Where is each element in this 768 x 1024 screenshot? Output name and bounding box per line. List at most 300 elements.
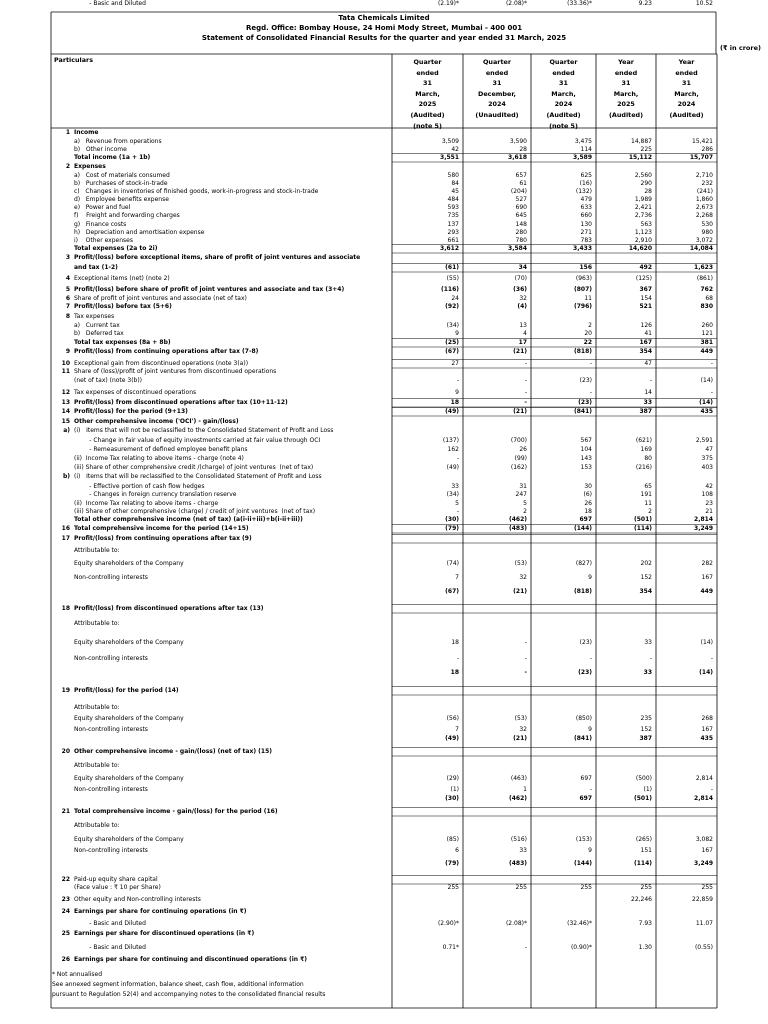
row-value-col-4: (125) [635,275,652,282]
row-value-col-4: (216) [635,464,652,471]
row-label: Non-controlling interests [74,655,148,662]
row-value-col-1: 735 [447,212,459,219]
row-value-col-5: (14) [700,377,713,384]
row-value-col-2: (462) [508,795,527,802]
row-value-col-2: (21) [513,588,527,595]
row-value-col-1: 7 [455,574,459,581]
row-label: Profit/(loss) before tax (5+6) [74,303,172,310]
row-value-col-3: (0.90)* [570,944,592,951]
row-value-col-3: (33.36)* [567,0,592,7]
table-row [0,473,768,481]
column-header-line: ended [485,68,509,77]
column-header-line: 2025 [617,100,635,109]
table-row [0,212,768,220]
column-header-line: ended [614,68,638,77]
row-value-col-1: - [456,455,459,462]
table-row [0,437,768,445]
row-label: Non-controlling interests [74,726,148,733]
table-row [0,427,768,435]
row-value-col-5: 268 [701,715,713,722]
particulars-header: Particulars [54,56,94,64]
row-value-col-2: (53) [514,560,527,567]
row-number: 2 [65,163,70,170]
row-value-col-2: (53) [514,715,527,722]
row-value-col-4: 1.30 [638,944,652,951]
table-row [0,389,768,397]
table-row [0,786,768,794]
row-label: Profit/(loss) from continuing operations after tax (9) [74,535,252,542]
table-row [0,129,768,137]
row-value-col-3: (841) [573,408,592,415]
row-value-col-2: 3,590 [509,138,527,145]
row-value-col-1: 9 [455,389,459,396]
table-row [0,418,768,426]
row-label: (ii) Income Tax relating to above items - charge [74,500,219,507]
row-value-col-3: (818) [573,588,592,595]
column-header-line: (Audited) [608,110,644,119]
row-value-col-5: - [710,360,713,367]
row-number: 11 [61,368,70,375]
row-value-col-4: 33 [643,399,652,406]
row-label: - Basic and Diluted [74,944,146,951]
table-row [0,920,768,928]
row-value-col-3: 130 [580,221,592,228]
row-value-col-2: 61 [519,180,527,187]
row-value-col-3: - [589,360,592,367]
row-value-col-3: 3,433 [573,245,592,252]
row-value-col-5: (14) [699,669,713,676]
row-value-col-2: (700) [510,437,527,444]
row-label: b) Deferred tax [74,330,124,337]
row-value-col-4: - [649,377,652,384]
row-value-col-1: 0.71* [442,944,459,951]
row-value-col-4: 2,421 [634,204,652,211]
row-number: 8 [65,313,70,320]
row-label: Total comprehensive income for the period (14+15) [74,525,249,532]
table-row [0,188,768,196]
table-row [0,735,768,743]
row-value-col-5: 3,249 [694,525,713,532]
row-value-col-5: 167 [701,574,713,581]
row-label: c) Changes in inventories of finished goods, work-in-progress and stock-in-trade [74,188,319,195]
row-value-col-3: (807) [573,286,592,293]
table-row [0,455,768,463]
row-value-col-4: 354 [639,588,652,595]
row-value-col-1: (137) [442,437,459,444]
row-value-col-4: 22,246 [631,896,652,903]
row-label: (net of tax) (note 3(b)) [74,377,143,384]
row-value-col-5: 1,860 [695,196,713,203]
table-row [0,254,768,262]
row-value-col-3: (144) [573,860,592,867]
table-row [0,180,768,188]
row-label: a) Cost of materials consumed [74,172,170,179]
row-value-col-5: 108 [701,491,713,498]
column-header-line: Quarter [483,58,511,66]
row-value-col-5: 42 [705,483,713,490]
row-label: Exceptional gain from discontinued operations (note 3(a)) [74,360,249,367]
row-value-col-1: (1) [450,786,459,793]
row-value-col-2: (36) [513,286,527,293]
row-label: - Basic and Diluted [74,920,146,927]
column-header-line: 2024 [554,100,573,109]
table-row [0,339,768,347]
row-value-col-1: (30) [445,516,459,523]
row-value-col-1: 45 [451,188,459,195]
row-label: - Basic and Diluted [74,0,146,7]
row-value-col-4: 367 [639,286,652,293]
row-value-col-3: 9 [588,847,592,854]
row-value-col-3: 660 [580,212,592,219]
row-value-col-1: (49) [445,408,459,415]
row-value-col-5: 830 [700,303,713,310]
column-header-2 [463,57,531,121]
row-number: a) [63,427,70,434]
row-number: 14 [61,408,70,415]
table-row [0,944,768,952]
row-number: b) [62,473,70,480]
row-value-col-1: 18 [451,639,459,646]
table-row [0,588,768,596]
row-value-col-1: 3,612 [440,245,459,252]
row-value-col-2: (204) [510,188,527,195]
row-number: 9 [65,348,70,355]
row-value-col-1: (61) [445,264,459,271]
row-number: 4 [65,275,70,282]
table-row [0,704,768,712]
row-value-col-3: (32.46)* [567,920,592,927]
table-row [0,574,768,582]
table-row [0,535,768,543]
row-number: 21 [61,808,70,815]
row-value-col-2: (21) [513,348,527,355]
row-number: 16 [61,525,70,532]
row-label: d) Employee benefits expense [74,196,169,203]
table-row [0,956,768,964]
row-value-col-1: - [456,508,459,515]
row-value-col-4: 167 [639,339,652,346]
row-value-col-1: 42 [451,146,459,153]
registered-office: Regd. Office: Bombay House, 24 Homi Mody Street, Mumbai - 400 001 [245,24,523,32]
row-label: Profit/(loss) from discontinued operations after tax (10+11-12) [74,399,288,406]
row-value-col-4: 7.93 [638,920,652,927]
row-value-col-4: 11 [644,500,652,507]
row-value-col-5: 282 [701,560,713,567]
row-value-col-1: (79) [445,860,459,867]
row-value-col-1: 84 [451,180,459,187]
table-row [0,303,768,311]
row-value-col-5: 449 [700,588,713,595]
table-row [0,491,768,499]
row-value-col-1: 5 [455,500,459,507]
row-value-col-2: 31 [519,483,527,490]
row-value-col-1: 484 [447,196,459,203]
row-value-col-3: 22 [583,339,592,346]
row-value-col-3: (23) [579,377,592,384]
row-value-col-5: 11.07 [695,920,713,927]
row-value-col-2: 780 [515,237,527,244]
row-label: - Changes in foreign currency translation reserve [74,491,237,498]
row-value-col-4: 33 [644,639,652,646]
row-value-col-5: 47 [705,446,713,453]
footnote: * Not annualised [52,971,103,978]
row-label: Total expenses (2a to 2i) [74,245,158,252]
row-value-col-1: (116) [440,286,459,293]
table-row [0,313,768,321]
row-number: 26 [61,956,70,963]
row-value-col-1: (34) [446,491,459,498]
row-value-col-5: 449 [700,348,713,355]
row-value-col-2: (2.08)* [505,0,527,7]
row-value-col-3: 479 [580,196,592,203]
row-value-col-5: (14) [700,639,713,646]
row-value-col-3: 18 [584,508,592,515]
row-value-col-4: 14,620 [628,245,652,252]
row-value-col-3: 783 [580,237,592,244]
row-value-col-5: 286 [701,146,713,153]
row-value-col-1: 3,551 [440,154,459,161]
row-value-col-4: (501) [633,516,652,523]
table-row [0,605,768,613]
row-value-col-3: - [589,655,592,662]
row-value-col-5: 10.52 [695,0,713,7]
row-number: 18 [61,605,70,612]
row-number: 3 [65,254,70,261]
table-row [0,620,768,628]
row-label: Exceptional items (net) (note 2) [74,275,170,282]
row-value-col-5: 530 [701,221,713,228]
row-value-col-3: 11 [584,295,592,302]
row-label: e) Power and fuel [74,204,131,211]
row-value-col-3: 633 [580,204,592,211]
row-value-col-4: (114) [633,525,652,532]
row-value-col-3: (827) [575,560,592,567]
row-value-col-5: 3,072 [695,237,713,244]
row-value-col-3: - [589,389,592,396]
row-label: Total other comprehensive income (net of tax) (a(i-ii+iii)+b(i-ii+iii)) [74,516,303,523]
row-value-col-2: (463) [510,775,527,782]
row-value-col-1: 24 [451,295,459,302]
row-value-col-4: (621) [635,437,652,444]
table-row [0,908,768,916]
row-number: 5 [65,286,70,293]
row-value-col-4: 354 [639,348,652,355]
row-value-col-1: (2.19)* [437,0,459,7]
row-value-col-4: 387 [639,408,652,415]
column-header-line: ended [416,68,439,77]
column-header-line: 31 [423,79,432,88]
row-value-col-4: 169 [640,446,652,453]
row-value-col-1: (74) [446,560,459,567]
row-label: (iii) Share of other comprehensive (charge) / credit of joint ventures (net of tax) [74,508,316,515]
row-value-col-3: (850) [575,715,592,722]
row-value-col-2: (99) [514,455,527,462]
column-header-line: March, [674,89,699,98]
table-row [0,229,768,237]
company-name: Tata Chemicals Limited [338,14,430,22]
table-row [0,245,768,253]
table-row [0,500,768,508]
row-value-col-4: (265) [635,836,652,843]
table-row [0,163,768,171]
table-row [0,295,768,303]
row-value-col-3: 143 [580,455,592,462]
row-value-col-1: 162 [447,446,459,453]
row-value-col-5: - [710,389,713,396]
row-value-col-2: 1 [523,786,527,793]
table-row [0,547,768,555]
row-label: a) Revenue from operations [74,138,162,145]
column-header-line: 2024 [677,100,696,109]
row-value-col-3: 20 [584,330,592,337]
row-value-col-1: (29) [446,775,459,782]
row-label: Equity shareholders of the Company [74,560,184,567]
row-value-col-2: 527 [515,196,527,203]
row-value-col-1: (49) [445,735,459,742]
row-value-col-3: 153 [580,464,592,471]
column-header-line: (Unaudited) [475,110,519,119]
row-label: f) Freight and forwarding charges [74,212,180,219]
row-label: i) Other expenses [74,237,133,244]
row-label: Equity shareholders of the Company [74,639,184,646]
row-label: (Face value : ₹ 10 per Share) [74,884,161,891]
table-row [0,748,768,756]
row-value-col-2: 657 [515,172,527,179]
row-label: Income [74,129,99,136]
table-row [0,464,768,472]
row-value-col-5: 1,623 [694,264,713,271]
row-label: Non-controlling interests [74,847,148,854]
row-value-col-5: 2,814 [694,795,713,802]
row-value-col-2: 32 [519,574,527,581]
table-row [0,560,768,568]
column-header-line: Year [618,58,634,66]
row-value-col-4: 235 [640,715,652,722]
row-value-col-2: 148 [515,221,527,228]
row-label: Equity shareholders of the Company [74,836,184,843]
row-label: b) Other income [74,146,127,153]
row-value-col-4: 126 [640,322,652,329]
row-value-col-3: (23) [578,399,592,406]
row-value-col-3: - [589,786,592,793]
column-header-5 [656,57,717,121]
row-value-col-3: (6) [583,491,592,498]
table-row [0,322,768,330]
row-value-col-2: - [524,639,527,646]
row-value-col-2: (162) [510,464,527,471]
row-value-col-4: 151 [640,847,652,854]
row-value-col-5: 167 [701,847,713,854]
column-header-line: March, [551,89,576,98]
table-row [0,639,768,647]
row-value-col-2: (516) [510,836,527,843]
row-value-col-1: (30) [445,795,459,802]
row-label: Other comprehensive income - gain/(loss) (net of tax) (15) [74,748,272,755]
row-value-col-5: 23 [705,500,713,507]
row-value-col-5: 375 [701,455,713,462]
column-header-line: 31 [682,79,691,88]
row-label: (i) Items that will not be reclassified to the Consolidated Statement of Profit and Loss [74,427,334,434]
row-label: - Effective portion of cash flow hedges [74,483,205,490]
row-label: g) Finance costs [74,221,127,228]
row-value-col-4: 152 [640,574,652,581]
row-label: Tax expenses [74,313,115,320]
row-value-col-5: 435 [700,735,713,742]
column-header-1 [392,57,463,131]
column-header-line: Quarter [549,58,578,66]
row-value-col-1: - [456,655,459,662]
row-value-col-5: 2,591 [695,437,713,444]
table-row [0,204,768,212]
row-value-col-1: 6 [455,847,459,854]
row-value-col-3: 114 [580,146,592,153]
row-value-col-2: 4 [523,330,527,337]
row-label: h) Depreciation and amortisation expense [74,229,205,236]
row-value-col-1: (49) [446,464,459,471]
row-value-col-5: 68 [705,295,713,302]
row-value-col-2: 26 [519,446,527,453]
row-value-col-1: (34) [446,322,459,329]
row-value-col-2: (21) [513,408,527,415]
row-value-col-2: - [524,377,527,384]
row-value-col-5: 167 [701,726,713,733]
table-row [0,516,768,524]
row-label: Profit/(loss) from continuing operations after tax (7-8) [74,348,259,355]
row-value-col-2: 28 [519,146,527,153]
column-header-line: March, [613,89,639,98]
row-value-col-4: 563 [640,221,652,228]
row-value-col-5: 255 [701,884,713,891]
row-number: 17 [61,535,70,542]
row-label: Total tax expenses (8a + 8b) [74,339,171,346]
row-value-col-1: 593 [447,204,459,211]
row-label: Attributable to: [74,762,120,769]
row-value-col-1: (67) [445,588,459,595]
table-row [0,508,768,516]
row-label: Equity shareholders of the Company [74,775,184,782]
row-number: 1 [65,129,70,136]
column-header-line: 2024 [488,100,506,109]
row-value-col-5: 121 [701,330,713,337]
row-value-col-1: (85) [446,836,459,843]
row-label: and tax (1-2) [74,264,118,271]
table-row [0,860,768,868]
row-value-col-1: (92) [445,303,459,310]
row-value-col-5: - [710,786,713,793]
row-value-col-2: 690 [515,204,527,211]
row-value-col-4: 9.23 [638,0,652,7]
row-value-col-1: (56) [446,715,459,722]
column-header-line: (Audited) [410,110,445,119]
row-label: Earnings per share for continuing operations (in ₹) [74,908,247,915]
row-value-col-2: 280 [515,229,527,236]
row-number: 10 [61,360,70,367]
column-header-4 [596,57,656,121]
row-value-col-1: 9 [455,330,459,337]
row-number: 13 [61,399,70,406]
row-number: 23 [61,896,70,903]
row-value-col-1: 255 [447,884,459,891]
unit-label: (₹ in crore) [720,44,761,52]
table-row [0,930,768,938]
row-number: 19 [61,687,70,694]
footnote: pursuant to Regulation 52(4) and accompanying notes to the consolidated financial results [52,991,326,998]
row-label: Attributable to: [74,547,120,554]
row-value-col-3: 9 [588,574,592,581]
row-label: - Change in fair value of equity investments carried at fair value through OCI [74,437,321,444]
row-value-col-4: 154 [640,295,652,302]
row-label: Attributable to: [74,822,120,829]
